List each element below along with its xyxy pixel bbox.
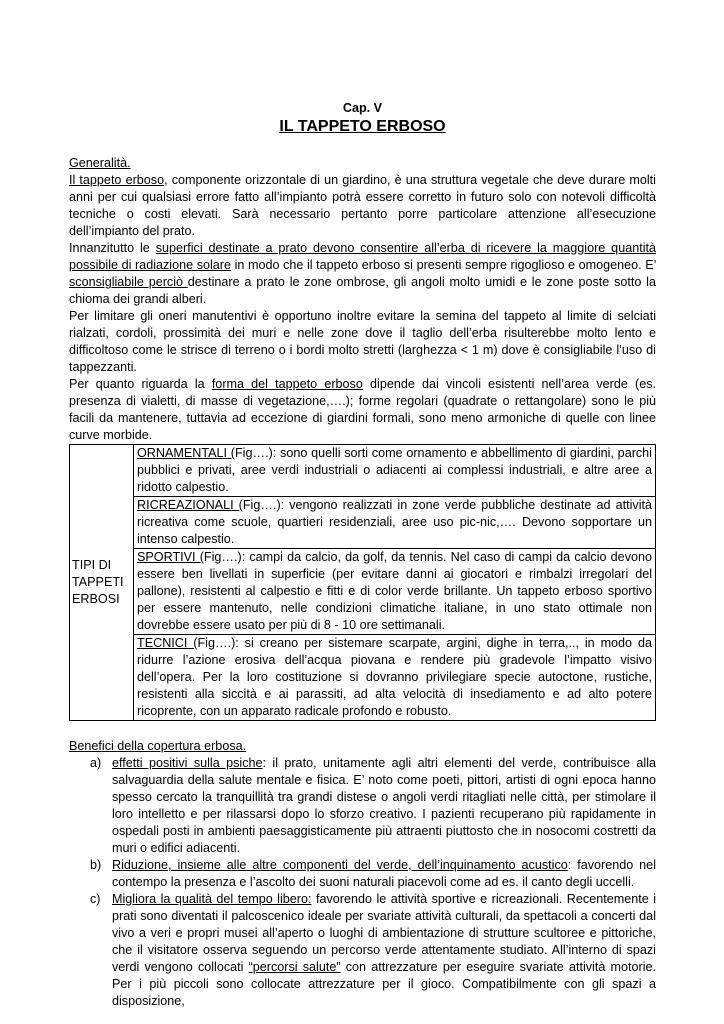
table-row xyxy=(70,497,656,549)
section-heading-generalita: Generalità. xyxy=(69,156,131,170)
underlined-text: superfici destinate a prato devono consentire all’erba di ricevere la maggiore quantità possibile di radiazione solare xyxy=(69,241,656,272)
benefits-list xyxy=(69,755,656,1010)
table-cell-ricreazionali xyxy=(134,497,656,549)
table-label-cell: TIPI DI TAPPETI ERBOSI xyxy=(70,445,134,721)
lawn-types-table xyxy=(69,444,656,721)
paragraph-intro xyxy=(69,172,656,240)
type-term: ORNAMENTALI ( xyxy=(137,446,235,460)
section-heading-benefici: Benefici della copertura erbosa. xyxy=(69,739,247,753)
chapter-number: Cap. V xyxy=(342,101,383,115)
underlined-text: sconsigliabile perciò xyxy=(69,275,188,289)
table-row xyxy=(70,445,656,497)
paragraph-oneri: Per limitare gli oneri manutentivi è opportuno inoltre evitare la semina del tappeto al limite di selciati rialzati, cordoli, prossimità dei muri e nelle zone dove il taglio dell’erba risulterebbe molto lento e difficoltoso come le strisce di terreno o i bordi molto stretti (larghezza < 1 m) dove è consigliabile l’uso di tappezzanti. xyxy=(69,309,656,374)
type-term: RICREAZIONALI ( xyxy=(137,498,243,512)
item-term: effetti positivi sulla psiche xyxy=(112,756,263,770)
table-row xyxy=(70,549,656,635)
item-term: Riduzione, insieme alle altre componenti del verde, dell’inquinamento acustico xyxy=(112,858,568,872)
type-description: Fig….): vengono realizzati in zone verde pubbliche destinate ad attività ricreativa come scuole, quartieri residenziali, aree uso pic-nic,…. Devono sopportare un intenso calpestio. xyxy=(137,498,652,546)
list-marker: c) xyxy=(90,892,101,906)
paragraph-forma xyxy=(69,376,656,444)
item-term: “percorsi salute” xyxy=(248,960,341,974)
table-row xyxy=(70,635,656,721)
item-text: favorendo le attività sportive e ricreazionali. Recentemente i prati sono diventati il palcoscenico ideale per svariate attività culturali, da spettacoli a concerti dal vivo a veri e propri musei all’aperto o luoghi di ambientazione di strutture scultoree e pittoriche, che il visitatore osserva seguendo un percorso verde attentamente studiato. All’interno di spazi verdi vengono collocati xyxy=(112,892,656,974)
paragraph-text: destinare a prato le zone ombrose, gli angoli molto umidi e le zone poste sotto la chioma dei grandi alberi. xyxy=(69,275,656,306)
item-text: : il prato, unitamente agli altri elementi del verde, contribuisce alla salvaguardia della salute mentale e fisica. E’ noto come poeti, pittori, artisti di ogni epoca hanno spesso cercato la tranquillità tra grandi distese o angoli verdi ritagliati nelle città, per stimolare il loro intelletto e per rilassarsi dopo lo sforzo creativo. I pazienti recuperano più rapidamente in ospedali posti in ambienti paesaggisticamente più attraenti piuttosto che in nosocomi costretti da muri o edifici adiacenti. xyxy=(112,756,656,855)
list-item xyxy=(69,891,656,1010)
type-description: Fig….): sono quelli sorti come ornamento e abbellimento di giardini, parchi pubblici e privati, aree verdi industriali o adiacenti ai complessi industriali, e altre aree a ridotto calpestio. xyxy=(137,446,652,494)
type-term: SPORTIVI ( xyxy=(137,550,204,564)
term-tappeto-erboso: Il tappeto erboso xyxy=(69,173,165,187)
underlined-text: forma del tappeto erboso xyxy=(211,377,363,391)
item-term: Migliora la qualità del tempo libero: xyxy=(112,892,312,906)
paragraph-text: dipende dai vincoli esistenti nell’area verde (es. presenza di vialetti, di masse di vegetazione,….); forme regolari (quadrate o rettangolare) sono le più facili da mantenere, tuttavia ad eccezione di giardini formali, sono meno armoniche di quelle con linee curve morbide. xyxy=(69,377,656,442)
table-cell-sportivi xyxy=(134,549,656,635)
item-text: : favorendo nel contempo la presenza e l’ascolto dei suoni naturali piacevoli come ad es. il canto degli uccelli. xyxy=(112,858,656,889)
paragraph-text: in modo che il tappeto erboso si presenti sempre rigoglioso e omogeneo. E’ xyxy=(231,258,656,272)
type-description: Fig….): si creano per sistemare scarpate, argini, dighe in terra,.., in modo da ridurre l’azione erosiva dell’acqua piovana e rendere più gradevole l’impatto visivo dell’opera. Per la loro costituzione si dovranno privilegiare specie autoctone, rustiche, resistenti alla siccità e ai parassiti, ad alta velocità di insediamento e ad alto potere ricoprente, con un apparato radicale profondo e robusto. xyxy=(137,636,652,718)
list-item xyxy=(69,857,656,891)
paragraph-text: Per quanto riguarda la xyxy=(69,377,212,391)
type-description: Fig….): campi da calcio, da golf, da tennis. Nel caso di campi da calcio devono essere ben livellati in superficie (per evitare danni ai giocatori e rimbalzi irregolari del pallone), resistenti al calpestio e fitti e di color verde brillante. Un tappeto erboso sportivo per essere mantenuto, nelle condizioni climatiche italiane, in uno stato ottimale non dovrebbe essere usato per più di 8 - 10 ore settimanali. xyxy=(137,550,652,632)
paragraph-text: , componente orizzontale di un giardino, è una struttura vegetale che deve durare molti anni per cui qualsiasi errore fatto all’impianto potrà essere corretto in futuro solo con notevoli difficoltà tecniche o costi elevati. Sarà necessario pertanto porre particolare attenzione all’esecuzione dell’impianto del prato. xyxy=(69,173,656,238)
table-cell-tecnici xyxy=(134,635,656,721)
type-term: TECNICI ( xyxy=(137,636,198,650)
list-marker: b) xyxy=(90,858,102,872)
list-item xyxy=(69,755,656,857)
paragraph-radiazione xyxy=(69,240,656,308)
list-marker: a) xyxy=(90,756,102,770)
page-title: IL TAPPETO ERBOSO xyxy=(279,118,446,135)
table-cell-ornamentali xyxy=(134,445,656,497)
document-page xyxy=(69,100,656,1010)
item-text: con attrezzature per eseguire svariate attività motorie. Per i più piccoli sono collocate attrezzature per il gioco. Compatibilmente con gli spazi a disposizione, xyxy=(112,960,656,1008)
paragraph-text: Innanzitutto le xyxy=(69,241,156,255)
